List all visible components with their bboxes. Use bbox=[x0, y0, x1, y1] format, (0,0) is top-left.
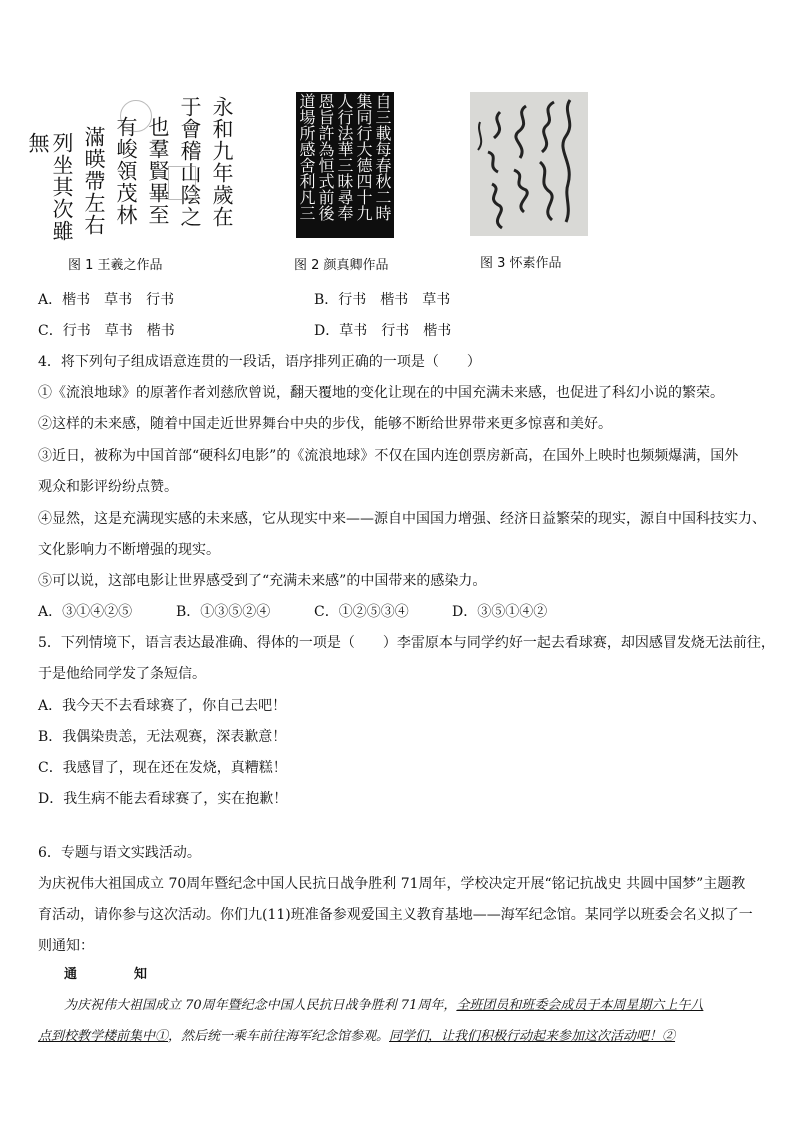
fig1-col-3: 也羣賢畢至 bbox=[146, 116, 170, 226]
q4-option-d: D．③⑤①④② bbox=[452, 604, 548, 620]
q4-sentence-4: ④显然，这是充满现实感的未来感，它从现实中来——源自中国国力增强、经济日益繁荣的现实，源自中国科技实力、 bbox=[38, 511, 766, 527]
q5-stem-cont: 于是他给同学发了条短信。 bbox=[38, 666, 206, 682]
notice-underlined-2: 同学们，让我们积极行动起来参加这次活动吧！② bbox=[389, 1029, 676, 1044]
figure-3-caption: 图 3 怀素作品 bbox=[480, 256, 562, 271]
notice-title: 通 知 bbox=[64, 967, 170, 982]
notice-underlined-1: 全班团员和班委会成员于本周星期六上午八 bbox=[456, 998, 704, 1013]
q4-option-c: C．①②⑤③④ bbox=[314, 604, 409, 620]
q4-sentence-3: ③近日，被称为中国首部“硬科幻电影”的《流浪地球》不仅在国内连创票房新高，在国外上映时也频频爆满，国外 bbox=[38, 448, 739, 464]
cursive-strokes bbox=[470, 92, 588, 236]
notice-line-2-text: ，然后统一乘车前往海军纪念馆参观。 bbox=[168, 1029, 390, 1044]
figure-3 bbox=[470, 92, 588, 271]
q4-sentence-1: ①《流浪地球》的原著作者刘慈欣曾说，翻天覆地的变化让现在的中国充满未来感，也促进了科幻小说的繁荣。 bbox=[38, 385, 724, 401]
q5-option-c: C．我感冒了，现在还在发烧，真糟糕！ bbox=[38, 760, 287, 776]
notice-line-2 bbox=[38, 1027, 675, 1047]
figure-2-caption: 图 2 颜真卿作品 bbox=[294, 258, 389, 273]
q6-paragraph-line-1: 为庆祝伟大祖国成立 70周年暨纪念中国人民抗日战争胜利 71周年，学校决定开展“铭记抗战史 共圆中国梦”主题教 bbox=[38, 876, 746, 892]
fig1-col-1: 永和九年歲在 bbox=[210, 96, 234, 228]
figure-1 bbox=[26, 92, 238, 273]
q6-paragraph-line-2: 育活动，请你参与这次活动。你们九(11)班准备参观爱国主义教育基地——海军纪念馆。某同学以班委会名义拟了一 bbox=[38, 907, 753, 923]
notice-line-1 bbox=[64, 996, 703, 1016]
q4-sentence-2: ②这样的未来感，随着中国走近世界舞台中央的步伐，能够不断给世界带来更多惊喜和美好。 bbox=[38, 416, 612, 432]
q5-option-a: A．我今天不去看球赛了，你自己去吧！ bbox=[38, 698, 287, 714]
notice-underlined-1-cont: 点到校教学楼前集中① bbox=[38, 1029, 169, 1044]
fig2-col-2: 集同行大德四十九 bbox=[354, 93, 373, 221]
fig2-col-3: 人行法華三昧尋奉 bbox=[335, 93, 354, 221]
fig1-col-4: 有峻領茂林 bbox=[114, 116, 138, 226]
fig1-col-6: 列坐其次雖無 bbox=[26, 132, 74, 242]
fig2-col-5: 道場所感舍利凡三 bbox=[297, 93, 316, 221]
seal-stamp bbox=[168, 166, 196, 200]
q4-sentence-5: ⑤可以说，这部电影让世界感受到了“充满未来感”的中国带来的感染力。 bbox=[38, 573, 487, 589]
q5-option-b: B．我偶染贵恙，无法观赛，深表歉意！ bbox=[38, 729, 287, 745]
q4-sentence-4-cont: 文化影响力不断增强的现实。 bbox=[38, 542, 220, 558]
q6-paragraph-line-3: 则通知： bbox=[38, 938, 94, 954]
q5-stem: 5．下列情境下，语言表达最准确、得体的一项是（ ）李雷原本与同学约好一起去看球赛，却因感冒发烧无法前往， bbox=[38, 635, 775, 651]
fig2-col-4: 恩旨許為恒式前後 bbox=[316, 93, 335, 221]
calligraphy-image-yanzhenqing bbox=[296, 92, 394, 238]
q3-option-c: C．行书 草书 楷书 bbox=[38, 323, 175, 339]
q3-option-a: A．楷书 草书 行书 bbox=[38, 292, 175, 308]
q5-option-d: D．我生病不能去看球赛了，实在抱歉！ bbox=[38, 791, 288, 807]
q4-sentence-3-cont: 观众和影评纷纷点赞。 bbox=[38, 479, 178, 495]
fig1-col-5: 滿暎帶左右 bbox=[82, 126, 106, 236]
calligraphy-image-wangxizhi bbox=[26, 92, 238, 242]
figure-1-caption: 图 1 王羲之作品 bbox=[68, 258, 163, 273]
seal-stamp bbox=[120, 100, 152, 132]
fig2-col-1: 自三載每春秋二時 bbox=[373, 93, 392, 221]
q4-option-a: A．③①④②⑤ bbox=[38, 604, 133, 620]
notice-line-1-text: 为庆祝伟大祖国成立 70周年暨纪念中国人民抗日战争胜利 71周年， bbox=[64, 998, 457, 1013]
q3-option-b: B．行书 楷书 草书 bbox=[314, 292, 451, 308]
fig1-col-2: 于會稽山陰之 bbox=[178, 96, 202, 228]
q3-option-d: D．草书 行书 楷书 bbox=[314, 323, 452, 339]
figure-2 bbox=[294, 92, 394, 273]
calligraphy-image-huaisu bbox=[470, 92, 588, 236]
q6-stem: 6．专题与语文实践活动。 bbox=[38, 845, 201, 861]
q4-option-b: B．①③⑤②④ bbox=[176, 604, 271, 620]
q4-stem: 4．将下列句子组成语意连贯的一段话，语序排列正确的一项是（ ） bbox=[38, 354, 481, 370]
